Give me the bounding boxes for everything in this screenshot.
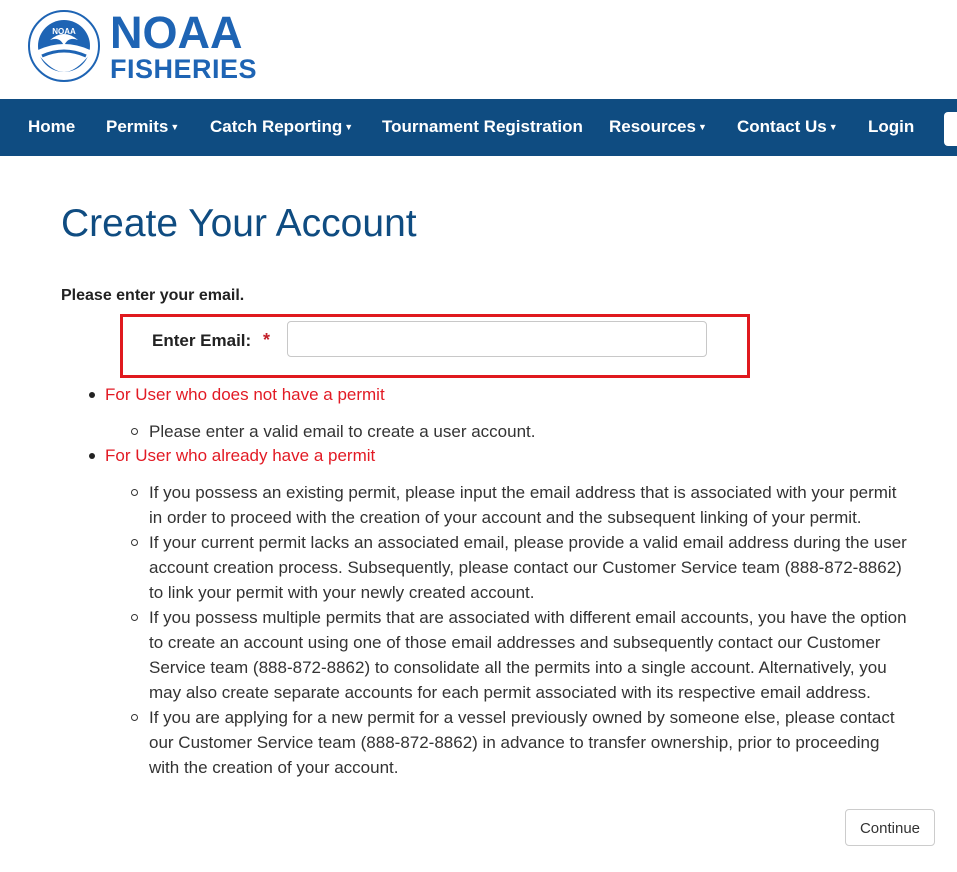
continue-button[interactable]: Continue [845,809,935,846]
has-permit-heading: For User who already have a permit [105,446,376,465]
nav-contact-us[interactable] [737,99,838,156]
sub-bullet-icon [131,489,138,496]
list-item-line: our Customer Service team (888-872-8862) in advance to transfer ownership, prior to proceeding [149,733,880,752]
email-label: Enter Email: [152,331,252,350]
list-item-line: Service team (888-872-8862) to consolidate all the permits into a single account. Alternatively, you [149,658,887,677]
nav-catch-reporting-label: Catch Reporting [210,117,343,136]
logo-fisheries-text: FISHERIES [110,54,258,84]
email-input[interactable] [287,321,707,357]
noaa-emblem-icon[interactable] [28,10,100,82]
bullet-icon [89,392,95,398]
list-item-line: If your current permit lacks an associated email, please provide a valid email address during the user [149,533,907,552]
nav-tournament-registration[interactable] [382,99,583,156]
list-item: Please enter a valid email to create a user account. [149,422,536,441]
required-marker: * [263,330,271,350]
sub-bullet-icon [131,539,138,546]
nav-login[interactable] [868,99,914,156]
nav-resources-label: Resources [609,117,696,136]
nav-permits[interactable] [106,99,179,156]
nav-home-label: Home [28,117,76,136]
list-item-line: with the creation of your account. [149,758,399,777]
list-item [149,605,939,705]
list-item-line: If you are applying for a new permit for a vessel previously owned by someone else, please contact [149,708,895,727]
caret-down-icon: ▼ [170,122,180,132]
caret-down-icon: ▼ [828,122,838,132]
page-title: Create Your Account [61,202,417,245]
nav-login-label: Login [868,117,915,136]
email-prompt: Please enter your email. [61,287,245,304]
nav-contact-us-label: Contact Us [737,117,827,136]
list-item-line: to create an account using one of those email addresses and subsequently contact our Customer [149,633,881,652]
list-item-line: If you possess multiple permits that are associated with different email accounts, you have the option [149,608,907,627]
list-item-line: If you possess an existing permit, please input the email address that is associated with your permit [149,483,897,502]
nav-home[interactable] [28,99,75,156]
nav-search-input[interactable] [944,112,957,146]
nav-catch-reporting[interactable] [210,99,353,156]
logo-noaa-text: NOAA [110,7,243,58]
site-logo[interactable] [110,7,258,84]
sub-bullet-icon [131,428,138,435]
site-header [0,0,957,99]
list-item-line: in order to proceed with the creation of your account and the subsequent linking of your permit. [149,508,862,527]
emblem-label: NOAA [52,27,76,36]
nav-permits-label: Permits [106,117,169,136]
sub-bullet-icon [131,714,138,721]
list-item [149,530,939,605]
sub-bullet-icon [131,614,138,621]
caret-down-icon: ▼ [697,122,707,132]
main-navbar [0,99,957,156]
list-item [149,480,939,530]
list-item-line: to link your permit with your newly created account. [149,583,535,602]
nav-resources[interactable] [609,99,707,156]
bullet-icon [89,453,95,459]
list-item-line: may also create separate accounts for each permit associated with its respective email address. [149,683,871,702]
caret-down-icon: ▼ [344,122,354,132]
no-permit-heading: For User who does not have a permit [105,385,385,404]
list-item [149,705,939,780]
nav-tournament-registration-label: Tournament Registration [382,117,583,136]
list-item-line: account creation process. Subsequently, please contact our Customer Service team (888-872-8862) [149,558,902,577]
